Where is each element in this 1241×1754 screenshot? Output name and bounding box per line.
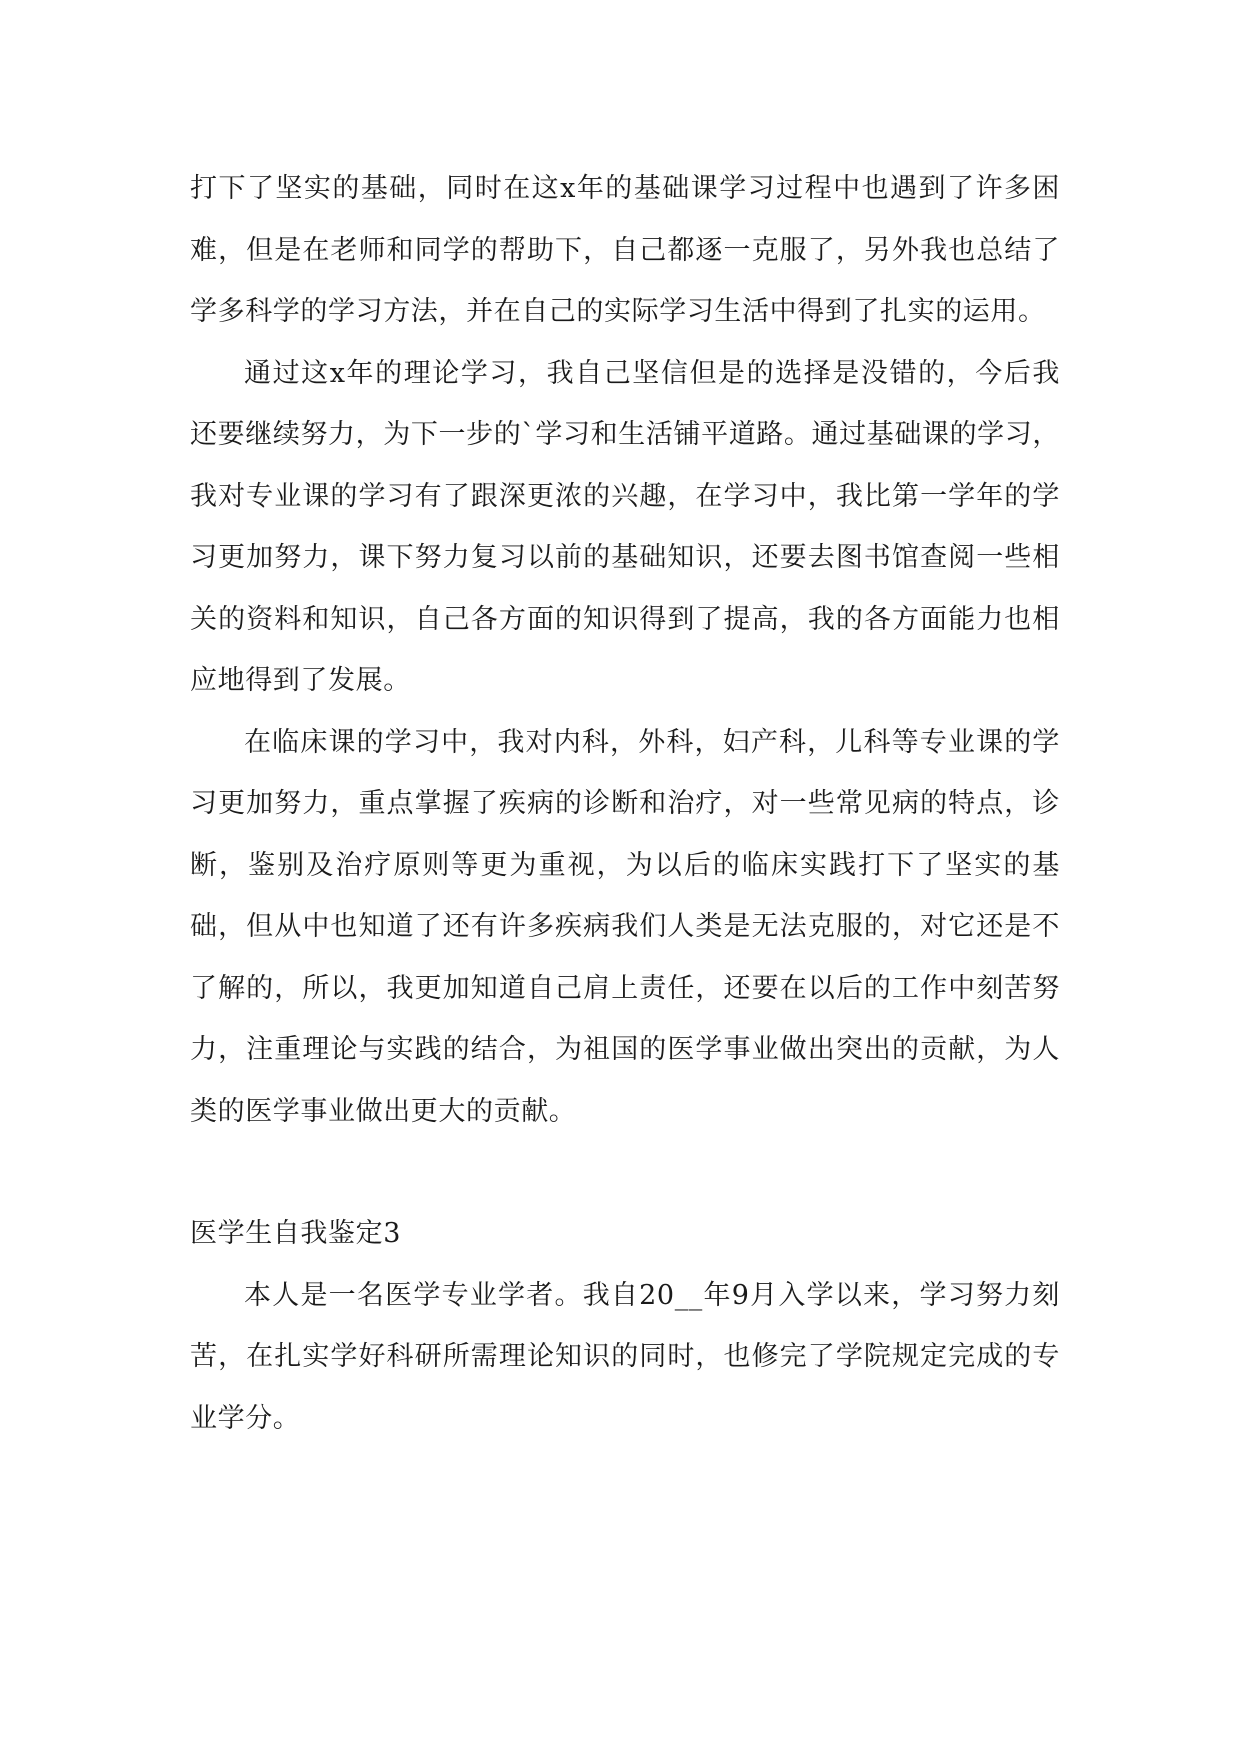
- section-heading: 医学生自我鉴定3: [190, 1218, 401, 1249]
- document-body: [190, 158, 1060, 1449]
- paragraph-theory-study: 通过这x年的理论学习，我自己坚信但是的选择是没错的，今后我还要继续努力，为下一步的`学习和生活铺平道路。通过基础课的学习，我对专业课的学习有了跟深更浓的兴趣，在学习中，我比第一学年的学习更加努力，课下努力复习以前的基础知识，还要去图书馆查阅一些相关的资料和知识，自己各方面的知识得到了提高，我的各方面能力也相应地得到了发展。: [190, 357, 1060, 696]
- paragraph-self-introduction: 本人是一名医学专业学者。我自20__年9月入学以来，学习努力刻苦，在扎实学好科研所需理论知识的同时，也修完了学院规定完成的专业学分。: [190, 1279, 1060, 1434]
- paragraph-clinical-study: 在临床课的学习中，我对内科，外科，妇产科，儿科等专业课的学习更加努力，重点掌握了疾病的诊断和治疗，对一些常见病的特点，诊断，鉴别及治疗原则等更为重视，为以后的临床实践打下了坚实的基础，但从中也知道了还有许多疾病我们人类是无法克服的，对它还是不了解的，所以，我更加知道自己肩上责任，还要在以后的工作中刻苦努力，注重理论与实践的结合，为祖国的医学事业做出突出的贡献，为人类的医学事业做出更大的贡献。: [190, 726, 1060, 1127]
- paragraph-continued: 打下了坚实的基础，同时在这x年的基础课学习过程中也遇到了许多困难，但是在老师和同学的帮助下，自己都逐一克服了，另外我也总结了学多科学的学习方法，并在自己的实际学习生活中得到了扎实的运用。: [190, 173, 1060, 327]
